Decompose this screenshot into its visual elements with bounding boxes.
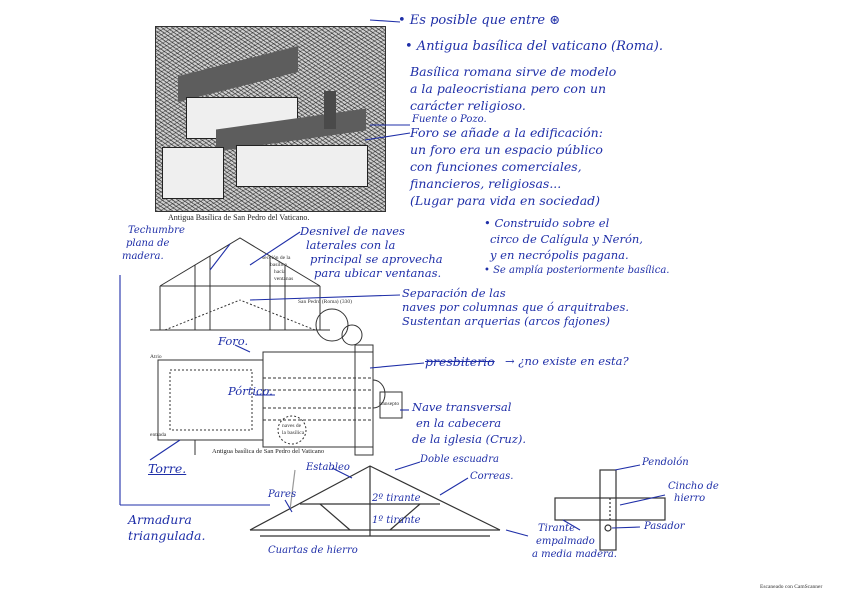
section-drawing bbox=[150, 238, 330, 330]
note-nave-1: Nave transversal bbox=[412, 400, 512, 414]
section-note-4: ventanas bbox=[274, 276, 294, 282]
roof-armadura-1: Armadura bbox=[128, 512, 192, 527]
note-desnivel-2: laterales con la bbox=[306, 238, 396, 252]
roof-doble-escuadra: Doble escuadra bbox=[420, 454, 499, 465]
anexo-label-2: la basílica bbox=[282, 430, 305, 436]
caption-bottom: Antigua basílica de San Pedro del Vaticano bbox=[212, 448, 325, 455]
note-nave-3: de la iglesia (Cruz). bbox=[412, 432, 527, 446]
note-constr-3: y en necrópolis pagana. bbox=[490, 248, 629, 262]
roof-correas: Correas. bbox=[470, 471, 514, 482]
roof-segundo-tirante: 2º tirante bbox=[372, 493, 421, 504]
section-note-3: hacia bbox=[274, 269, 286, 275]
note-techumbre-2: plana de bbox=[126, 238, 170, 249]
note-foro-1: Foro se añade a la edificación: bbox=[410, 125, 603, 140]
caption-top: Antigua Basílica de San Pedro del Vaticano. bbox=[168, 213, 310, 222]
roof-pares: Pares bbox=[268, 489, 297, 500]
note-foro-4: financieros, religiosas... bbox=[410, 176, 562, 191]
note-separacion-2: naves por columnas que ó arquitrabes. bbox=[402, 300, 630, 314]
joint-cincho-1: Cincho de bbox=[668, 481, 719, 492]
note-separacion-3: Sustentan arquerias (arcos fajones) bbox=[402, 314, 611, 328]
note-presbiterio: presbiterio bbox=[425, 354, 495, 369]
roof-primer-tirante: 1º tirante bbox=[372, 515, 421, 526]
note-constr-2: circo de Calígula y Nerón, bbox=[490, 232, 643, 246]
section-note-2: basílica bbox=[270, 262, 287, 268]
roof-armadura-2: triangulada. bbox=[128, 528, 206, 543]
note-foro-3: con funciones comerciales, bbox=[410, 159, 582, 174]
roof-estableo: Estableo bbox=[306, 462, 350, 473]
note-techumbre-1: Techumbre bbox=[128, 225, 185, 236]
plan-drawing bbox=[158, 309, 402, 455]
note-desnivel-3: principal se aprovecha bbox=[310, 252, 443, 266]
note-foro-5: (Lugar para vida en sociedad) bbox=[410, 193, 601, 208]
note-basilica-title: • Antigua basílica del vaticano (Roma). bbox=[405, 39, 664, 54]
note-fuente: Fuente o Pozo. bbox=[412, 114, 487, 125]
joint-tirante-2: empalmado bbox=[536, 536, 595, 547]
san-pedro-label: San Pedro (Roma) (330) bbox=[298, 299, 352, 305]
note-model-3: carácter religioso. bbox=[410, 98, 526, 113]
note-heading: • Es posible que entre ⊛ bbox=[398, 13, 561, 28]
atrio-label: Atrio bbox=[150, 354, 162, 360]
joint-tirante-1: Tirante bbox=[538, 523, 575, 534]
joint-tirante-3: a media madera. bbox=[532, 549, 617, 560]
note-portico: Pórtico. bbox=[228, 384, 273, 398]
transepto-label: transepto bbox=[379, 401, 400, 407]
joint-cincho-2: hierro bbox=[674, 493, 706, 504]
joint-pendolon: Pendolón bbox=[642, 457, 689, 468]
anexo-label-1: naves de bbox=[282, 423, 302, 429]
scanner-footer: Escaneado con CamScanner bbox=[760, 584, 823, 590]
note-torre: Torre. bbox=[148, 461, 187, 476]
entrada-label: entrada bbox=[150, 432, 167, 438]
roof-cuartas: Cuartas de hierro bbox=[268, 545, 358, 556]
note-model-1: Basílica romana sirve de modelo bbox=[410, 64, 617, 79]
note-pregunta: → ¿no existe en esta? bbox=[505, 354, 629, 368]
note-constr-1: • Construido sobre el bbox=[484, 216, 610, 230]
note-foro-2: un foro era un espacio público bbox=[410, 142, 603, 157]
note-nave-2: en la cabecera bbox=[416, 416, 502, 430]
joint-pasador: Pasador bbox=[644, 521, 685, 532]
note-ampliacion: • Se amplía posteriormente basílica. bbox=[484, 265, 670, 276]
note-techumbre-3: madera. bbox=[122, 251, 164, 262]
note-desnivel-4: para ubicar ventanas. bbox=[314, 266, 442, 280]
note-foro-label: Foro. bbox=[218, 334, 249, 348]
note-separacion-1: Separación de las bbox=[402, 286, 506, 300]
section-note-1: sección de la bbox=[262, 255, 291, 261]
note-model-2: a la paleocristiana pero con un bbox=[410, 81, 607, 96]
note-desnivel-1: Desnivel de naves bbox=[300, 224, 405, 238]
